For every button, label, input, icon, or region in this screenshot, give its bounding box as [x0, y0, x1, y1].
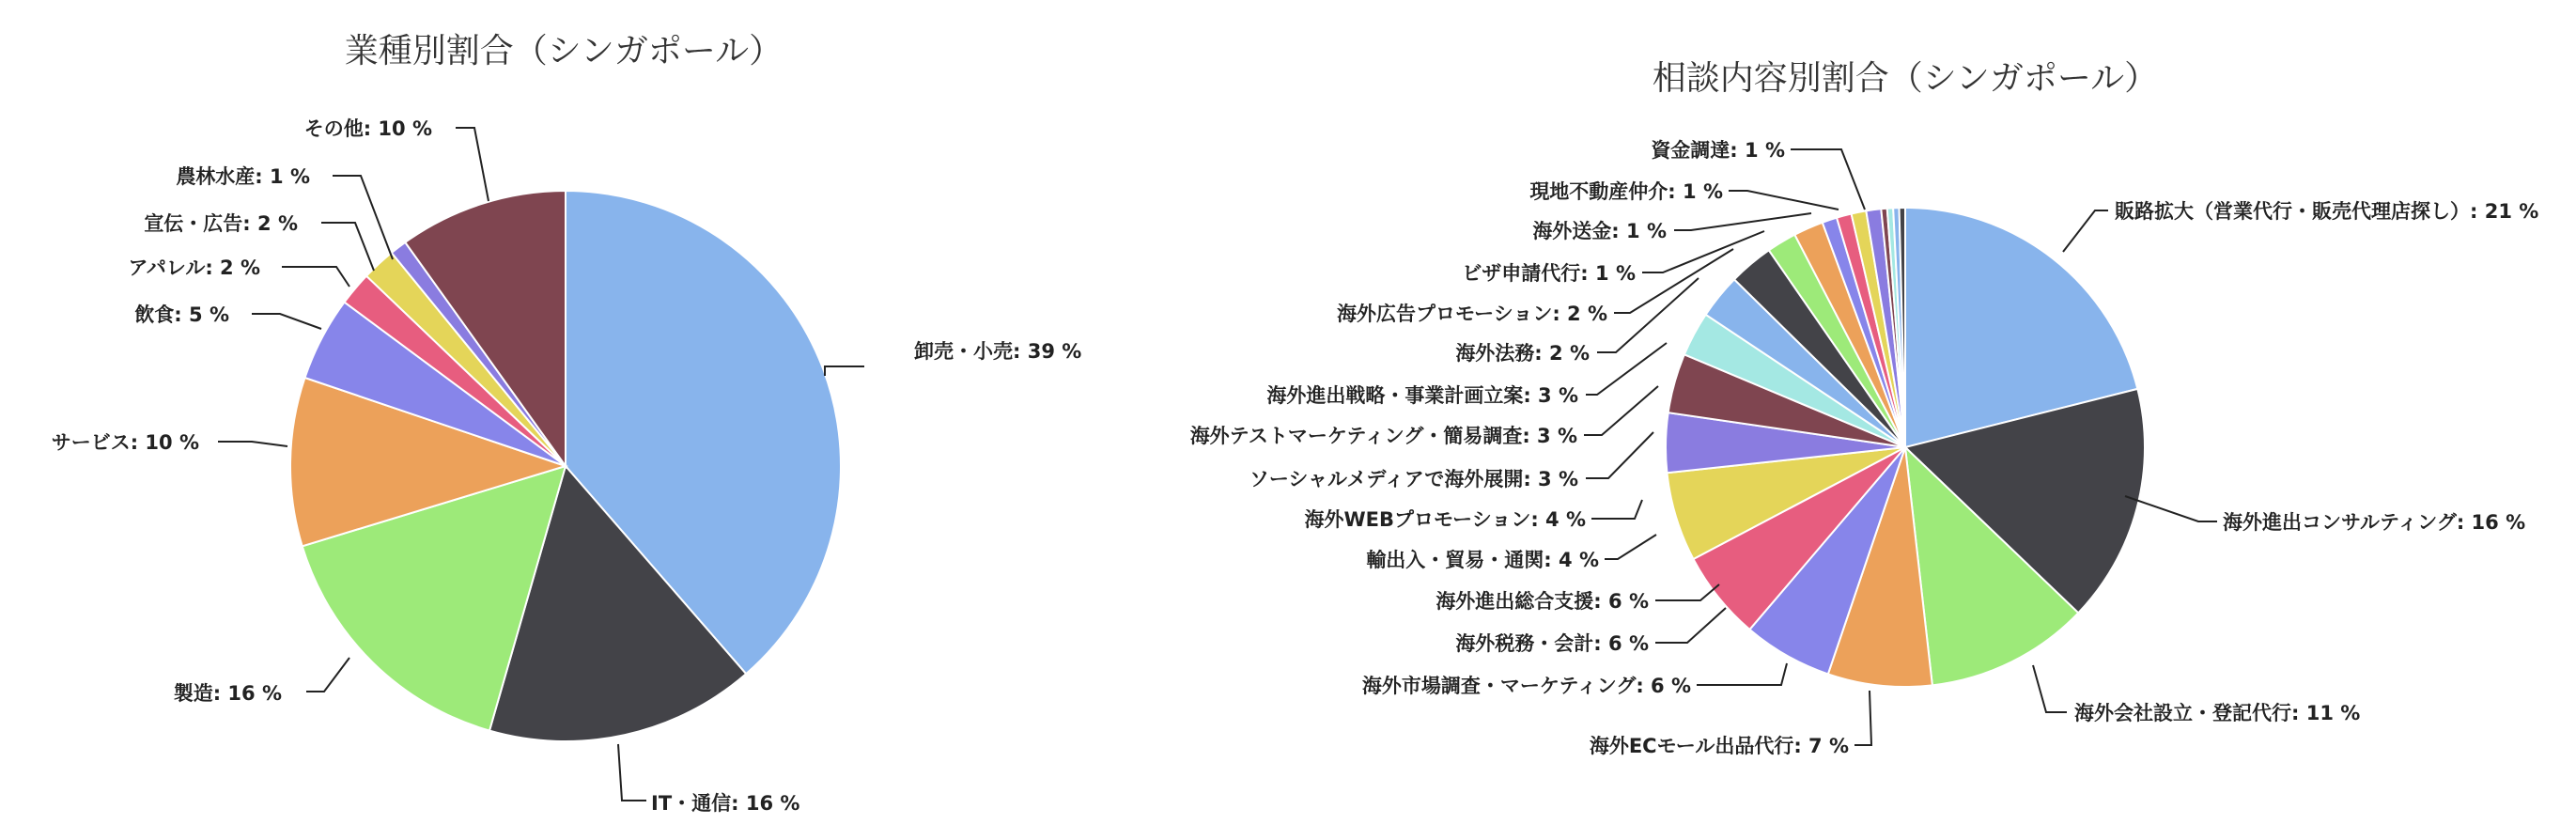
leader-line	[1586, 343, 1667, 395]
slice-label: 海外税務・会計: 6 %	[1455, 632, 1649, 655]
slice-label: 宣伝・広告: 2 %	[144, 212, 298, 235]
slice-label: 海外進出総合支援: 6 %	[1435, 590, 1649, 613]
slice-label: その他: 10 %	[303, 117, 432, 140]
slice-label: 製造: 16 %	[173, 682, 282, 705]
leader-line	[2033, 665, 2067, 712]
leader-line	[333, 176, 393, 259]
chart-title: 業種別割合（シンガポール）	[344, 32, 784, 70]
slice-label: ビザ申請代行: 1 %	[1462, 262, 1636, 285]
leader-line	[825, 366, 864, 376]
leader-line	[1586, 432, 1653, 478]
leader-line	[321, 223, 374, 271]
leader-line	[456, 128, 489, 201]
leader-line	[618, 744, 646, 801]
leader-line	[1697, 663, 1787, 685]
leader-line	[1791, 149, 1865, 210]
slice-label: 海外送金: 1 %	[1532, 220, 1667, 242]
slice-label: 飲食: 5 %	[134, 303, 229, 326]
slice-label: 海外テストマーケティング・簡易調査: 3 %	[1189, 425, 1577, 447]
industry-pie-chart	[52, 32, 1082, 815]
leader-line	[218, 442, 287, 446]
slice-label: 販路拡大（営業代行・販売代理店探し）: 21 %	[2115, 200, 2539, 223]
leader-line	[1591, 500, 1642, 519]
slice-label: 海外WEBプロモーション: 4 %	[1304, 508, 1586, 531]
leader-line	[1674, 213, 1811, 230]
slice-label: IT・通信: 16 %	[651, 792, 800, 815]
slice-label: サービス: 10 %	[51, 431, 199, 454]
leader-line	[1655, 608, 1726, 643]
leader-line	[1854, 691, 1871, 745]
slice-label: 輸出入・貿易・通関: 4 %	[1366, 549, 1599, 571]
slice-label: 農林水産: 1 %	[176, 165, 310, 188]
slice-label: アパレル: 2 %	[128, 257, 260, 279]
slice-label: ソーシャルメディアで海外展開: 3 %	[1249, 468, 1578, 490]
slice-label: 海外会社設立・登記代行: 11 %	[2074, 702, 2361, 724]
slice-label: 海外広告プロモーション: 2 %	[1337, 303, 1607, 325]
leader-line	[306, 658, 349, 692]
slice-label: 現地不動産仲介: 1 %	[1529, 180, 1723, 203]
slice-label: 資金調達: 1 %	[1651, 139, 1785, 162]
slice-label: 海外法務: 2 %	[1455, 342, 1590, 365]
slice-label: 海外ECモール出品代行: 7 %	[1589, 735, 1849, 757]
leader-line	[1597, 278, 1699, 352]
leader-line	[282, 267, 349, 287]
slice-label: 海外市場調査・マーケティング: 6 %	[1361, 675, 1691, 697]
chart-title: 相談内容別割合（シンガポール）	[1652, 59, 2159, 98]
leader-line	[1605, 535, 1656, 559]
slice-label: 海外進出コンサルティング: 16 %	[2223, 511, 2526, 534]
leader-line	[2125, 496, 2217, 521]
consultation-pie-chart	[1190, 59, 2539, 757]
slice-label: 海外進出戦略・事業計画立案: 3 %	[1266, 384, 1578, 407]
leader-line	[1729, 191, 1839, 210]
leader-line	[1584, 386, 1658, 435]
leader-line	[252, 314, 321, 329]
slice-label: 卸売・小売: 39 %	[914, 340, 1082, 363]
leader-line	[2063, 210, 2108, 252]
